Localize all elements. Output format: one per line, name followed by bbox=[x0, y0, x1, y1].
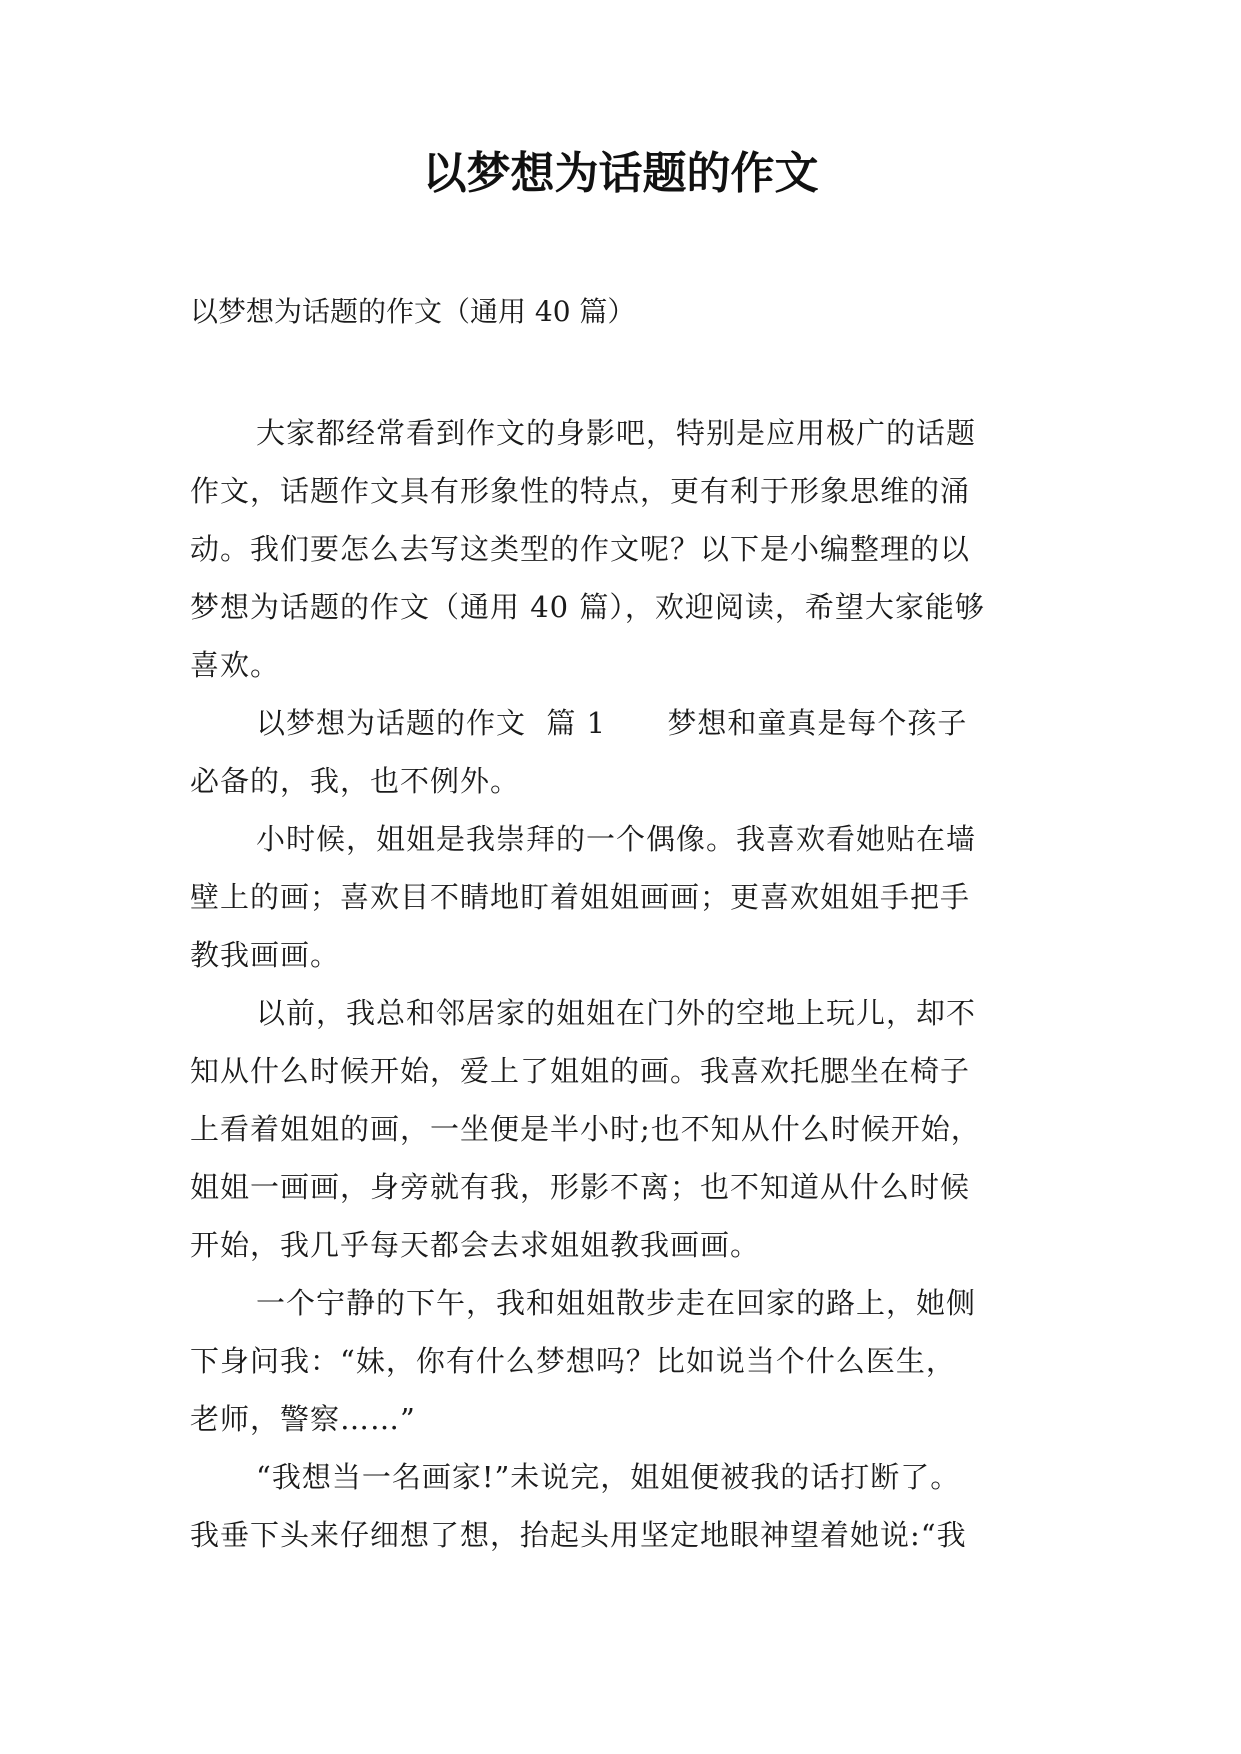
text-line: 以梦想为话题的作文 篇 1 梦想和童真是每个孩子 bbox=[256, 706, 968, 740]
text-line: 梦想为话题的作文（通用 40 篇），欢迎阅读，希望大家能够 bbox=[190, 590, 985, 624]
text-line: “我想当一名画家!”未说完，姐姐便被我的话打断了。 bbox=[256, 1460, 961, 1494]
text-line: 一个宁静的下午，我和姐姐散步走在回家的路上，她侧 bbox=[256, 1286, 977, 1320]
paragraph bbox=[190, 984, 1070, 1274]
text-line: 作文，话题作文具有形象性的特点，更有利于形象思维的涌 bbox=[190, 474, 971, 508]
document-body bbox=[190, 404, 1070, 1564]
text-line: 壁上的画；喜欢目不睛地盯着姐姐画画；更喜欢姐姐手把手 bbox=[190, 880, 971, 914]
text-line: 我垂下头来仔细想了想，抬起头用坚定地眼神望着她说:“我 bbox=[190, 1518, 967, 1552]
paragraph bbox=[190, 1274, 1070, 1448]
text-line: 小时候，姐姐是我崇拜的一个偶像。我喜欢看她贴在墙 bbox=[256, 822, 977, 856]
text-line: 动。我们要怎么去写这类型的作文呢？以下是小编整理的以 bbox=[190, 532, 971, 566]
document-subtitle: 以梦想为话题的作文（通用 40 篇） bbox=[190, 295, 636, 328]
paragraph bbox=[190, 1448, 1070, 1564]
text-line: 教我画画。 bbox=[190, 938, 341, 972]
text-line: 下身问我：“妹，你有什么梦想吗？比如说当个什么医生， bbox=[190, 1344, 956, 1378]
text-line: 开始，我几乎每天都会去求姐姐教我画画。 bbox=[190, 1228, 761, 1262]
paragraph bbox=[190, 810, 1070, 984]
text-line: 老师，警察……” bbox=[190, 1402, 416, 1436]
paragraph-intro bbox=[190, 404, 1070, 694]
text-line: 知从什么时候开始，爱上了姐姐的画。我喜欢托腮坐在椅子 bbox=[190, 1054, 971, 1088]
document-title: 以梦想为话题的作文 bbox=[422, 148, 819, 199]
text-line: 必备的，我，也不例外。 bbox=[190, 764, 521, 798]
text-line: 上看着姐姐的画，一坐便是半小时;也不知从什么时候开始， bbox=[190, 1112, 981, 1146]
text-line: 以前，我总和邻居家的姐姐在门外的空地上玩儿，却不 bbox=[256, 996, 977, 1030]
text-line: 姐姐一画画，身旁就有我，形影不离；也不知道从什么时候 bbox=[190, 1170, 971, 1204]
paragraph-essay-heading bbox=[190, 694, 1070, 810]
text-line: 喜欢。 bbox=[190, 648, 281, 682]
text-line: 大家都经常看到作文的身影吧，特别是应用极广的话题 bbox=[256, 416, 977, 450]
